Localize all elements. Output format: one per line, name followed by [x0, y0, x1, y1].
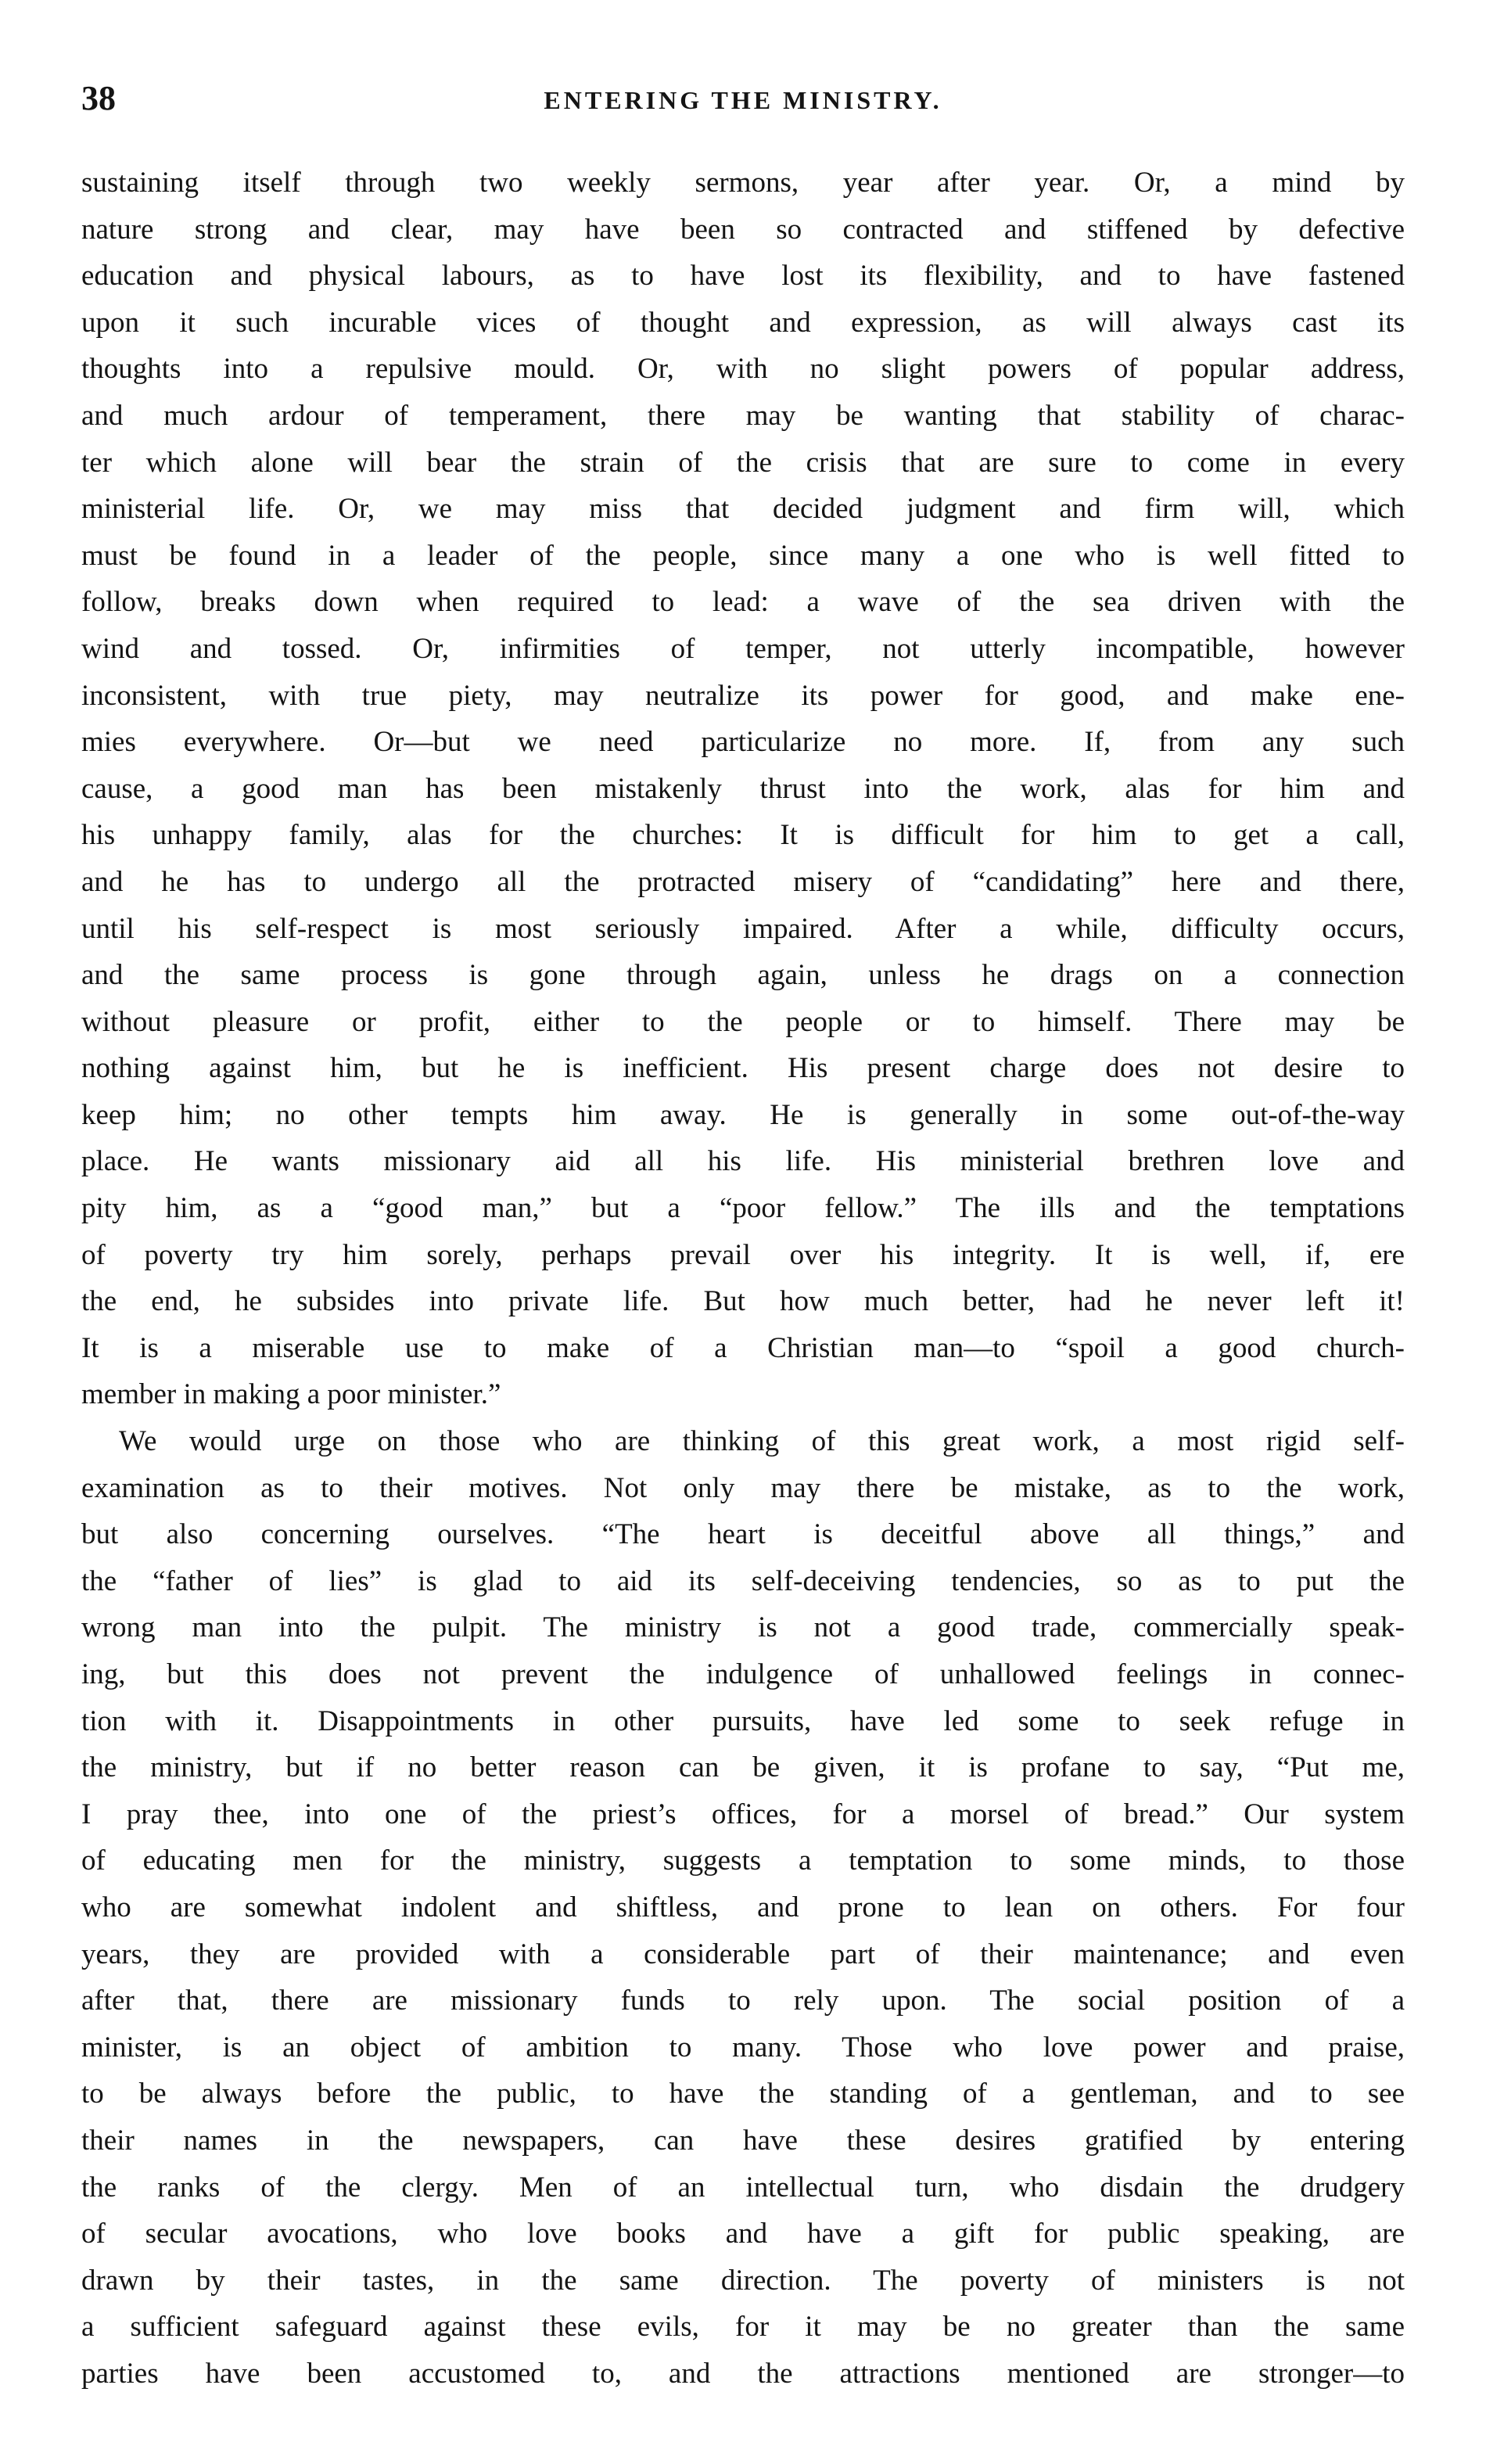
text-line: of poverty try him sorely, perhaps prevail over his integrity. It is well, if, ere [81, 1238, 1405, 1271]
text-line: a sufficient safeguard against these evils, for it may be no greater than the same [81, 2311, 1405, 2344]
text-line: mies everywhere. Or—but we need particularize no more. If, from any such [81, 726, 1405, 759]
text-line: the “father of lies” is glad to aid its self-deceiving tendencies, so as to put the [81, 1564, 1405, 1597]
text-line: thoughts into a repulsive mould. Or, with no slight powers of popular address, [81, 353, 1405, 386]
text-line: his unhappy family, alas for the churches: It is difficult for him to get a call, [81, 819, 1405, 852]
text-line: education and physical labours, as to have lost its flexibility, and to have fastened [81, 260, 1405, 293]
text-line: It is a miserable use to make of a Christian man—to “spoil a good church- [81, 1331, 1405, 1364]
text-line: until his self-respect is most seriously impaired. After a while, difficulty occurs, [81, 912, 1405, 945]
text-line: the ministry, but if no better reason can be given, it is profane to say, “Put me, [81, 1751, 1405, 1784]
text-line: place. He wants missionary aid all his life. His ministerial brethren love and [81, 1145, 1405, 1178]
text-line: and the same process is gone through again, unless he drags on a connection [81, 959, 1405, 992]
text-line: and much ardour of temperament, there may be wanting that stability of charac- [81, 399, 1405, 432]
text-line: I pray thee, into one of the priest’s offices, for a morsel of bread.” Our system [81, 1798, 1405, 1830]
text-line: who are somewhat indolent and shiftless, and prone to lean on others. For four [81, 1891, 1405, 1923]
text-line: drawn by their tastes, in the same direction. The poverty of ministers is not [81, 2264, 1405, 2297]
text-line: ter which alone will bear the strain of the crisis that are sure to come in every [81, 446, 1405, 479]
text-line: without pleasure or profit, either to the people or to himself. There may be [81, 1005, 1405, 1038]
text-line: to be always before the public, to have the standing of a gentleman, and to see [81, 2078, 1405, 2110]
text-line: tion with it. Disappointments in other pursuits, have led some to seek refuge in [81, 1704, 1405, 1737]
text-line: minister, is an object of ambition to many. Those who love power and praise, [81, 2031, 1405, 2064]
text-line: pity him, as a “good man,” but a “poor fellow.” The ills and the temptations [81, 1192, 1405, 1225]
text-line: their names in the newspapers, can have these desires gratified by entering [81, 2124, 1405, 2157]
text-line: the end, he subsides into private life. But how much better, had he never left it! [81, 1285, 1405, 1318]
text-line: nothing against him, but he is inefficient. His present charge does not desire to [81, 1052, 1405, 1085]
paragraph-start-line: We would urge on those who are thinking of this great work, a most rigid self- [119, 1425, 1405, 1458]
text-line: of secular avocations, who love books and have a gift for public speaking, are [81, 2218, 1405, 2250]
text-line: wrong man into the pulpit. The ministry is not a good trade, commercially speak- [81, 1611, 1405, 1644]
text-line: follow, breaks down when required to lead: a wave of the sea driven with the [81, 586, 1405, 619]
text-line: inconsistent, with true piety, may neutralize its power for good, and make ene- [81, 679, 1405, 712]
text-line: wind and tossed. Or, infirmities of temper, not utterly incompatible, however [81, 632, 1405, 665]
text-line: nature strong and clear, may have been so contracted and stiffened by defective [81, 213, 1405, 246]
text-line: but also concerning ourselves. “The heart is deceitful above all things,” and [81, 1518, 1405, 1551]
body-text [81, 160, 1405, 2398]
running-head: ENTERING THE MINISTRY. [544, 86, 942, 114]
text-line: ing, but this does not prevent the indulgence of unhallowed feelings in connec- [81, 1658, 1405, 1690]
text-line: and he has to undergo all the protracted misery of “candidating” here and there, [81, 865, 1405, 898]
text-line: sustaining itself through two weekly sermons, year after year. Or, a mind by [81, 167, 1405, 199]
text-line: the ranks of the clergy. Men of an intellectual turn, who disdain the drudgery [81, 2171, 1405, 2204]
page-header [81, 75, 1405, 122]
text-line: ministerial life. Or, we may miss that decided judgment and firm will, which [81, 493, 1405, 526]
text-line: keep him; no other tempts him away. He is generally in some out-of-the-way [81, 1098, 1405, 1131]
text-line: cause, a good man has been mistakenly thrust into the work, alas for him and [81, 772, 1405, 805]
paragraph-end-line: member in making a poor minister.” [81, 1378, 501, 1411]
text-line: upon it such incurable vices of thought and expression, as will always cast its [81, 306, 1405, 339]
text-line: must be found in a leader of the people, since many a one who is well fitted to [81, 539, 1405, 572]
text-line: examination as to their motives. Not only may there be mistake, as to the work, [81, 1471, 1405, 1504]
text-line: parties have been accustomed to, and the attractions mentioned are stronger—to [81, 2357, 1405, 2390]
text-line: of educating men for the ministry, suggests a temptation to some minds, to those [81, 1844, 1405, 1877]
text-line: after that, there are missionary funds to rely upon. The social position of a [81, 1984, 1405, 2017]
text-line: years, they are provided with a considerable part of their maintenance; and even [81, 1938, 1405, 1970]
page-number: 38 [81, 79, 116, 117]
